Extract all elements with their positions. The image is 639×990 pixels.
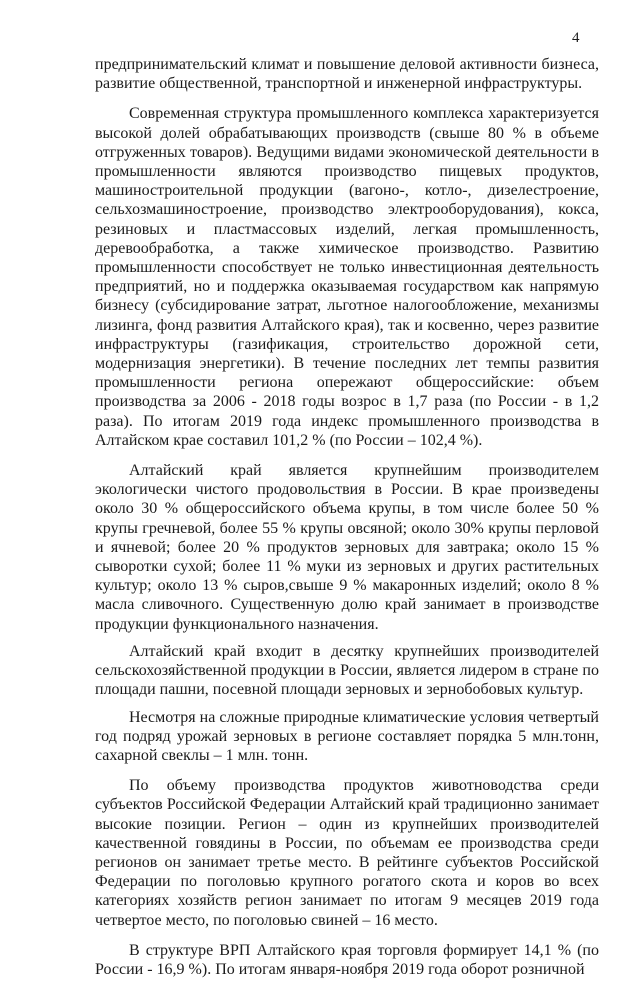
paragraph-agriculture: Алтайский край входит в десятку крупнейших производителей сельскохозяйственной продукции в России, является лидером в стране по площади пашни, посевной площади зерновых и зернобобовых культур.	[95, 642, 599, 699]
paragraph-industry-structure: Современная структура промышленного комплекса характеризуется высокой долей обрабатывающих производств (свыше 80 % в объеме отгруженных товаров). Ведущими видами экономической деятельности в промышленности являются производство пищевых продуктов, машиностроительной продукции (вагоно-, котло-, дизелестроение, сельхозмашиностроение, производство электрооборудования), кокса, резиновых и пластмассовых изделий, легкая промышленность, деревообработка, а также химическое производство. Развитию промышленности способствует не только инвестиционная деятельность предприятий, но и поддержка оказываемая государством как напрямую бизнесу (субсидирование затрат, льготное налогообложение, механизмы лизинга, фонд развития Алтайского края), так и косвенно, через развитие инфраструктуры (газификация, строительство дорожной сети, модернизация энергетики). В течение последних лет темпы развития промышленности региона опережают общероссийские: объем производства за 2006 - 2018 годы возрос в 1,7 раза (по России - в 1,2 раза). По итогам 2019 года индекс промышленного производства в Алтайском крае составил 101,2 % (по России – 102,4 %).	[95, 105, 599, 449]
paragraph-livestock: По объему производства продуктов животноводства среди субъектов Российской Федерации Алтайский край традиционно занимает высокие позиции. Регион – один из крупнейших производителей качественной говядины в России, по объемам ее производства среди регионов он занимает третье место. В рейтинге субъектов Российской Федерации по поголовью крупного рогатого скота и коров во всех категориях хозяйств регион занимает по итогам 9 месяцев 2019 года четвертое место, по поголовью свиней – 16 место.	[95, 777, 599, 929]
page-number: 4	[572, 30, 580, 46]
paragraph-food-production: Алтайский край является крупнейшим производителем экологически чистого продовольствия в России. В крае произведены около 30 % общероссийского объема крупы, в том числе более 50 % крупы гречневой, более 55 % крупы овсяной; около 30% крупы перловой и ячневой; более 20 % продуктов зерновых для завтрака; около 15 % сыворотки сухой; более 11 % муки из зерновых и других растительных культур; около 13 % сыров,свыше 9 % макаронных изделий; около 8 % масла сливочного. Существенную долю край занимает в производстве продукции функционального назначения.	[95, 462, 599, 633]
paragraph-trade: В структуре ВРП Алтайского края торговля формирует 14,1 % (по России - 16,9 %). По итогам января-ноября 2019 года оборот розничной	[95, 941, 599, 978]
paragraph-infrastructure: предпринимательский климат и повышение деловой активности бизнеса, развитие общественной, транспортной и инженерной инфраструктуры.	[95, 56, 599, 93]
document-body	[95, 55, 599, 990]
paragraph-harvest: Несмотря на сложные природные климатические условия четвертый год подряд урожай зерновых в регионе составляет порядка 5 млн.тонн, сахарной свеклы – 1 млн. тонн.	[95, 708, 599, 764]
